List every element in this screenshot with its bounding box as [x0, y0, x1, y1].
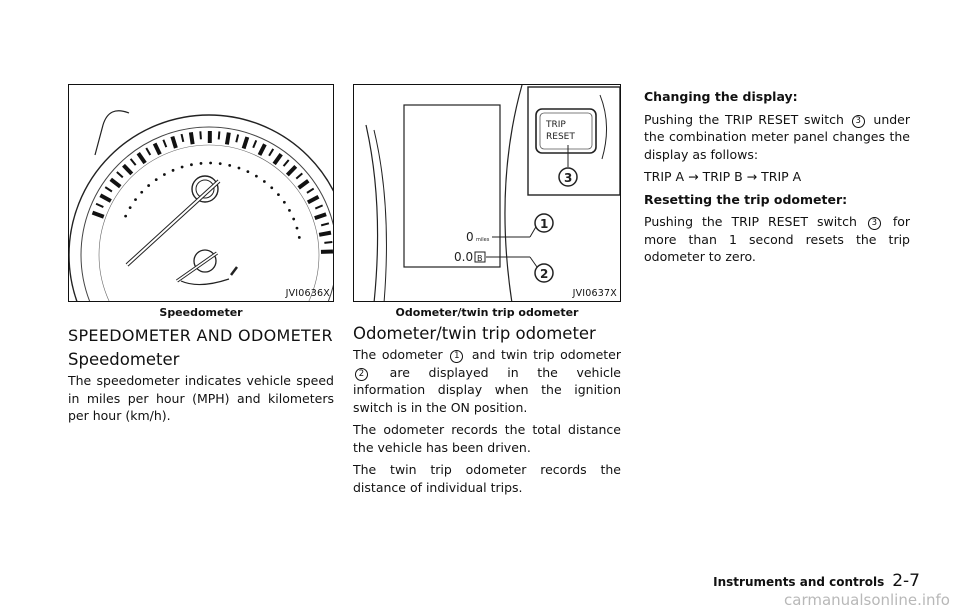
gauge-tick — [100, 195, 111, 201]
gauge-tick — [253, 140, 256, 147]
figure-code: JVI0637X — [572, 288, 617, 299]
arrow-icon: → — [746, 169, 758, 184]
display-paragraphs — [644, 88, 910, 271]
gauge-dot — [283, 201, 286, 204]
gauge-tick — [315, 205, 322, 208]
page-footer — [713, 571, 920, 591]
watermark: carmanualsonline.info — [784, 591, 950, 609]
callout-2: 2 — [540, 267, 549, 281]
odometer-unit: miles — [476, 237, 490, 243]
gauge-dot — [172, 169, 175, 172]
gauge-tick — [155, 144, 160, 155]
odometer-reading: 0 — [466, 230, 474, 244]
odometer-figure — [353, 84, 621, 302]
resetting-heading: Resetting the trip odometer: — [644, 191, 848, 207]
gauge-tick — [182, 134, 184, 142]
odometer-illustration — [354, 85, 621, 302]
gauge-tick — [299, 181, 309, 188]
gauge-dot — [155, 178, 158, 181]
trip-label: TRIP — [546, 120, 566, 130]
gauge-tick — [105, 187, 112, 191]
gauge-tick — [321, 223, 329, 225]
gauge-tick — [92, 213, 103, 217]
odometer-paragraph-1: The odometer 1 and twin trip odometer 2 are displayed in the vehicle information display when the ignition switch is in the ON position. — [353, 347, 621, 415]
gauge-tick — [146, 148, 150, 155]
resetting-text: Pushing the TRIP RESET switch 3 for more than 1 second resets the trip odometer to zero. — [644, 214, 910, 264]
gauge-dot — [288, 209, 291, 212]
gauge-tick — [123, 165, 131, 174]
gauge-tick — [287, 166, 295, 175]
gauge-tick — [227, 133, 229, 145]
gauge-dot — [296, 227, 299, 230]
gauge-dot — [219, 162, 222, 165]
trip-reading: 0.0 — [454, 250, 474, 264]
gauge-dot — [263, 180, 266, 183]
odometer-paragraphs — [353, 346, 621, 501]
gauge-dot — [209, 162, 212, 165]
gauge-dot — [181, 166, 184, 169]
gauge-tick — [219, 131, 220, 139]
ref-3: 3 — [852, 115, 865, 128]
gauge-tick — [117, 172, 123, 177]
gauge-tick — [111, 179, 121, 186]
gauge-tick — [163, 140, 166, 147]
gauge-tick — [307, 189, 314, 193]
speedometer-caption: Speedometer — [159, 306, 243, 319]
gauge-tick — [269, 149, 273, 156]
trip-tag: B — [477, 254, 483, 263]
gauge-dot — [134, 198, 137, 201]
gauge-dot — [246, 170, 249, 173]
gauge-dot — [238, 167, 241, 170]
gauge-tick — [284, 160, 289, 166]
figure-code: JVI0636X — [285, 288, 330, 299]
gauge-tick — [200, 131, 201, 139]
speedometer-illustration — [69, 85, 334, 302]
arrow-icon: → — [688, 169, 699, 184]
gauge-tick — [315, 214, 326, 218]
gauge-dot — [228, 164, 231, 167]
speedometer-figure — [68, 84, 334, 302]
gauge-dot — [298, 236, 301, 239]
gauge-tick — [319, 233, 331, 235]
gauge-dot — [292, 218, 295, 221]
gauge-tick — [236, 134, 238, 142]
gauge-tick — [274, 154, 281, 164]
gauge-dot — [270, 186, 273, 189]
speedometer-text: The speedometer indicates vehicle speed in miles per hour (MPH) and kilometers per hour (km/h). — [68, 373, 334, 423]
speedometer-paragraph — [68, 372, 334, 430]
reset-label: RESET — [546, 132, 575, 142]
gauge-dot — [124, 215, 127, 218]
changing-display-text: Pushing the TRIP RESET switch 3 under the combination meter panel changes the display as follows: — [644, 111, 910, 162]
ref-3: 3 — [868, 217, 881, 230]
speedometer-heading: Speedometer — [68, 350, 180, 369]
section-title: SPEEDOMETER AND ODOMETER — [68, 326, 333, 345]
page-number: 2-7 — [892, 571, 920, 591]
gauge-tick — [138, 153, 145, 163]
gauge-tick — [131, 159, 136, 165]
ref-1: 1 — [450, 350, 463, 363]
gauge-tick — [172, 137, 176, 148]
gauge-dot — [147, 184, 150, 187]
trip-sequence: TRIP A → TRIP B → TRIP A — [644, 169, 802, 184]
callout-3: 3 — [564, 171, 573, 185]
odometer-paragraph-3: The twin trip odometer records the distance of individual trips. — [353, 462, 621, 495]
odometer-caption: Odometer/twin trip odometer — [395, 306, 579, 319]
gauge-dot — [200, 162, 203, 165]
gauge-dot — [129, 206, 132, 209]
gauge-dot — [255, 175, 258, 178]
gauge-tick — [308, 197, 319, 203]
odometer-heading: Odometer/twin trip odometer — [353, 324, 596, 343]
changing-display-heading: Changing the display: — [644, 89, 798, 104]
footer-section: Instruments and controls — [713, 575, 885, 589]
gauge-tick — [296, 173, 302, 178]
gauge-dot — [163, 173, 166, 176]
gauge-tick — [259, 144, 264, 155]
gauge-tick — [191, 132, 193, 144]
gauge-dot — [140, 191, 143, 194]
odometer-paragraph-2: The odometer records the total distance the vehicle has been driven. — [353, 422, 621, 455]
ref-2: 2 — [355, 368, 368, 381]
gauge-dot — [277, 193, 280, 196]
gauge-tick — [244, 137, 248, 148]
gauge-dot — [190, 163, 193, 166]
gauge-tick — [324, 242, 332, 243]
callout-1: 1 — [540, 217, 549, 231]
gauge-tick — [96, 204, 103, 207]
